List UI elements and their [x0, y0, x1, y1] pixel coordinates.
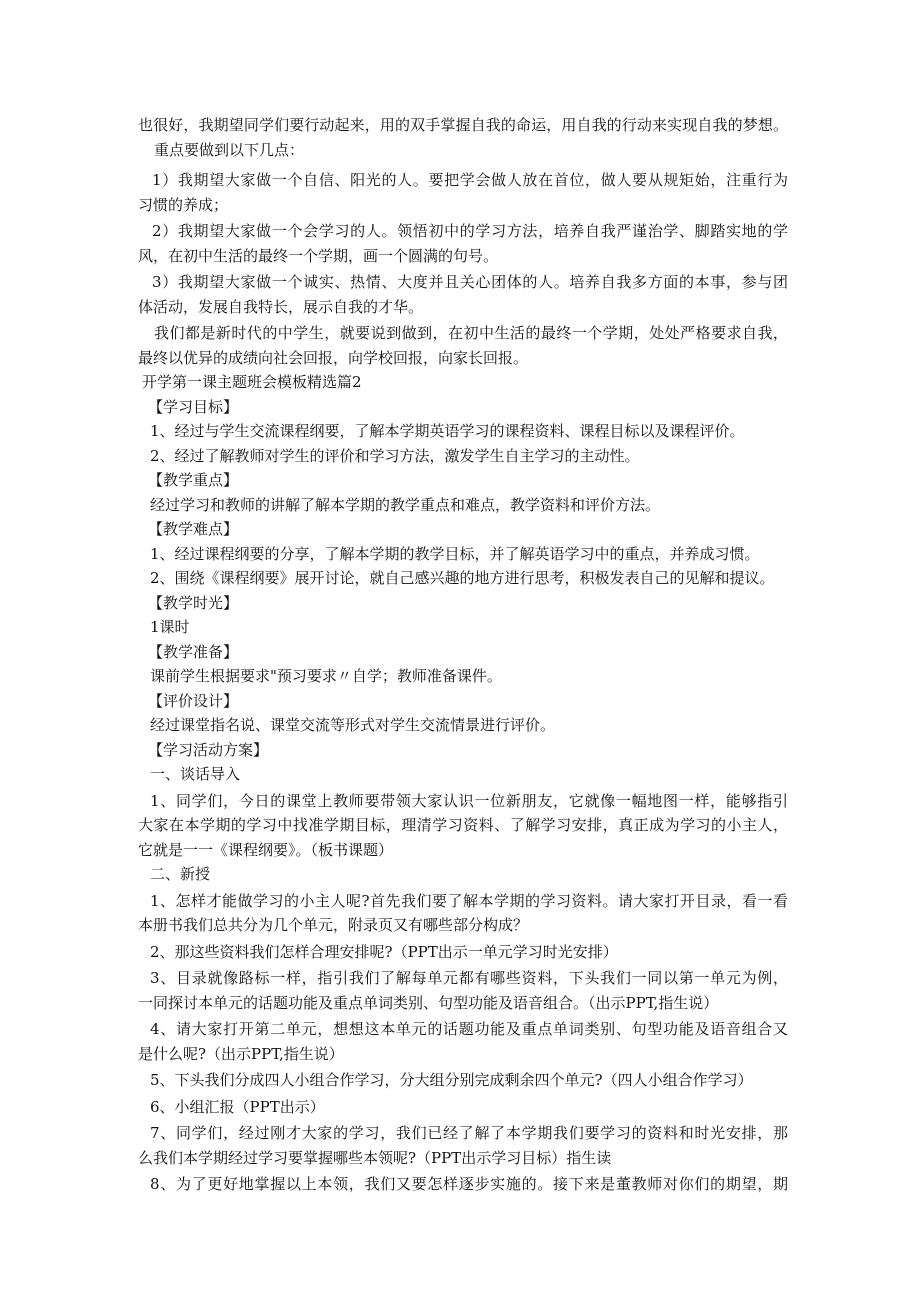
- text-line: 大家在本学期的学习中找准学期目标，理清学习资料、了解学习安排，真正成为学习的小主人，: [138, 816, 788, 834]
- text-line: 风，在初中生活的最终一个学期，画一个圆满的句号。: [138, 246, 499, 265]
- text-line: 它就是一一《课程纲要》。（板书课题）: [138, 840, 394, 859]
- text-line: 5、下头我们分成四人小组合作学习，分大组分别完成剩余四个单元?（四人小组合作学习）: [150, 1071, 753, 1089]
- text-line: 是什么呢?（出示PPT,指生说）: [138, 1044, 344, 1063]
- text-line: 7、同学们，经过刚才大家的学习，我们已经了解了本学期我们要学习的资料和时光安排，那: [150, 1124, 788, 1142]
- section-heading: 【教学难点】: [148, 520, 239, 538]
- text-line: 重点要做到以下几点：: [154, 140, 305, 159]
- text-line: 二、新授: [150, 865, 211, 883]
- text-line: 6、小组汇报（PPT出示）: [150, 1097, 325, 1116]
- text-line: 3）我期望大家做一个诚实、热情、大度并且关心团体的人。培养自我多方面的本事，参与团: [152, 273, 788, 291]
- text-line: 1、同学们，今日的课堂上教师要带领大家认识一位新朋友，它就像一幅地图一样，能够指引: [150, 791, 788, 810]
- text-line: 1、经过课程纲要的分享，了解本学期的教学目标，并了解英语学习中的重点，并养成习惯。: [150, 544, 760, 563]
- text-line: 经过课堂指名说、课堂交流等形式对学生交流情景进行评价。: [150, 716, 556, 734]
- text-line: 课前学生根据要求"预习要求〃自学；教师准备课件。: [150, 667, 502, 685]
- text-line: 1、经过与学生交流课程纲要，了解本学期英语学习的课程资料、课程目标以及课程评价。: [150, 422, 745, 440]
- text-line: 习惯的养成；: [138, 195, 229, 214]
- text-line: 4、请大家打开第二单元，想想这本单元的话题功能及重点单词类别、句型功能及语音组合又: [150, 1020, 788, 1038]
- section-heading: 【学习活动方案】: [148, 740, 269, 759]
- section-heading: 【教学时光】: [148, 593, 239, 612]
- text-line: 体活动，发展自我特长，展示自我的才华。: [138, 297, 424, 316]
- section-heading: 【学习目标】: [148, 397, 239, 416]
- text-line: 1课时: [150, 618, 190, 636]
- text-line: 么我们本学期经过学习要掌握哪些本领呢?（PPT出示学习目标）指生读: [138, 1148, 612, 1167]
- section-heading: 【评价设计】: [148, 691, 239, 710]
- document-page: [138, 113, 788, 1197]
- text-line: 经过学习和教师的讲解了解本学期的教学重点和难点，教学资料和评价方法。: [150, 495, 661, 514]
- text-line: 一同探讨本单元的话题功能及重点单词类别、句型功能及语音组合。（出示PPT,指生说）: [138, 993, 719, 1012]
- text-line: 2、那这些资料我们怎样合理安排呢?（PPT出示一单元学习时光安排）: [150, 942, 618, 961]
- text-line: 3、目录就像路标一样，指引我们了解每单元都有哪些资料，下头我们一同以第一单元为例，: [150, 969, 788, 987]
- text-line: 8、为了更好地掌握以上本领，我们又要怎样逐步实施的。接下来是董教师对你们的期望，期: [150, 1175, 788, 1193]
- text-line: 1、怎样才能做学习的小主人呢?首先我们要了解本学期的学习资料。请大家打开目录，看一看: [150, 891, 788, 910]
- text-line: 也很好，我期望同学们要行动起来，用的双手掌握自我的命运，用自我的行动来实现自我的梦想。: [138, 116, 788, 134]
- text-line: 最终以优异的成绩向社会回报，向学校回报，向家长回报。: [138, 348, 529, 367]
- text-line: 2、经过了解教师对学生的评价和学习方法，激发学生自主学习的主动性。: [150, 446, 640, 465]
- section-heading: 【教学重点】: [148, 471, 239, 489]
- text-line: 1）我期望大家做一个自信、阳光的人。要把学会做人放在首位，做人要从规矩始，注重行为: [152, 171, 788, 189]
- text-line: 本册书我们总共分为几个单元，附录页又有哪些部分构成？: [138, 916, 529, 934]
- section-heading: 【教学准备】: [148, 642, 239, 661]
- text-line: 一、谈话导入: [150, 765, 241, 783]
- text-line: 2）我期望大家做一个会学习的人。领悟初中的学习方法，培养自我严谨治学、脚踏实地的学: [152, 222, 788, 240]
- section-title: 开学第一课主题班会模板精选篇2: [142, 373, 362, 391]
- text-line: 我们都是新时代的中学生，就要说到做到，在初中生活的最终一个学期，处处严格要求自我，: [154, 324, 788, 342]
- text-line: 2、围绕《课程纲要》展开讨论，就自己感兴趣的地方进行思考，积极发表自己的见解和提议。: [150, 569, 775, 587]
